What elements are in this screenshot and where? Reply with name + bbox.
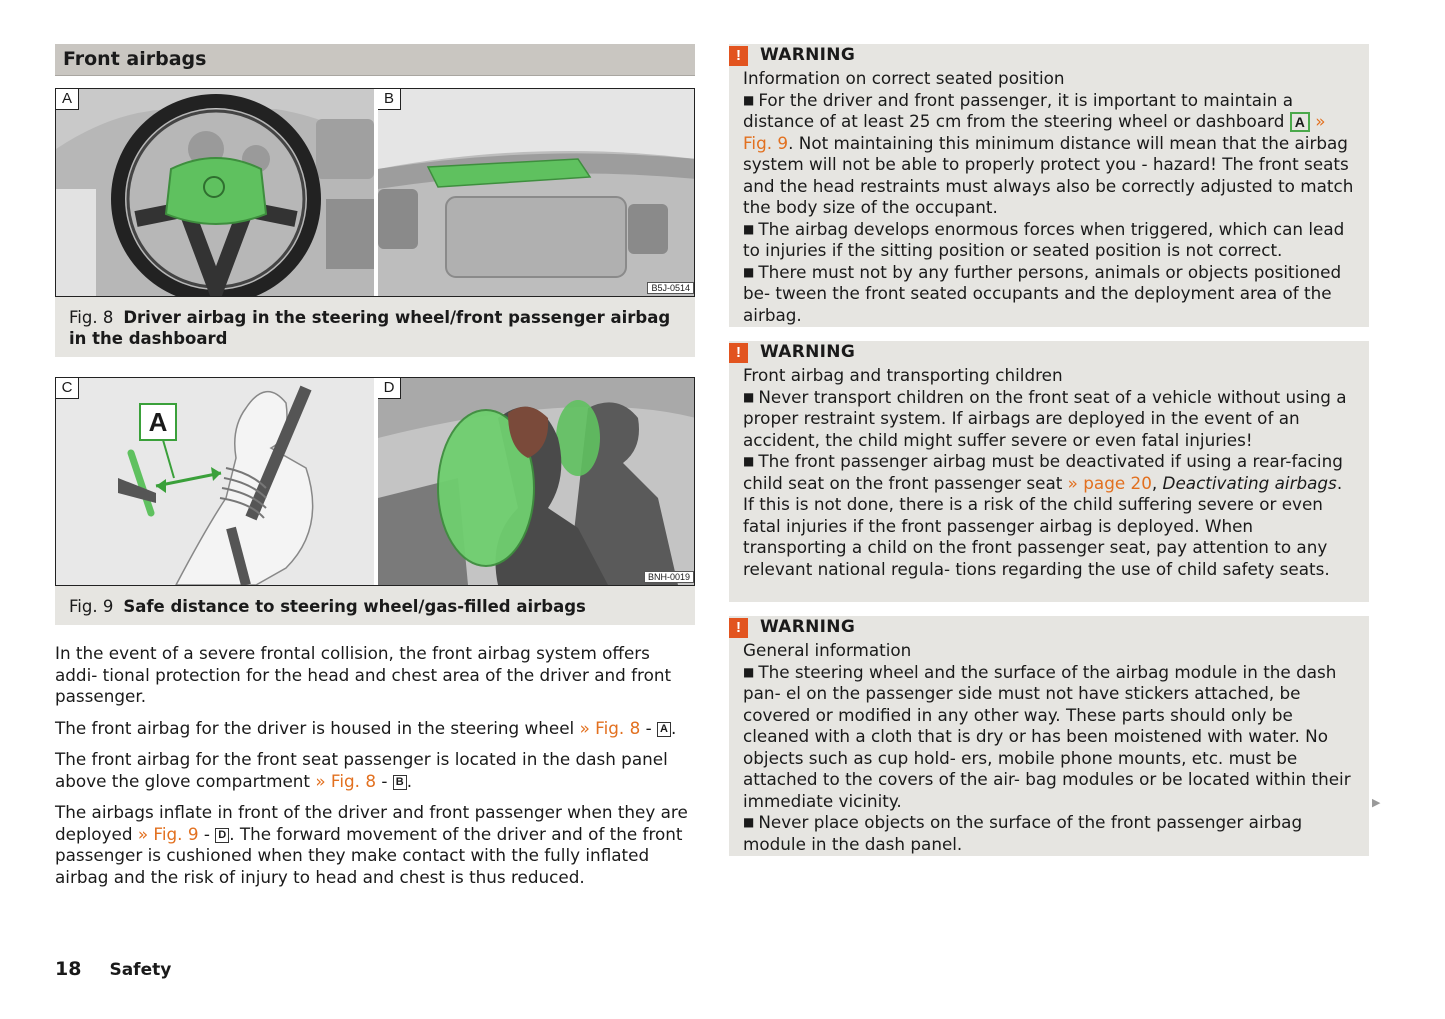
bullet-icon: ■ bbox=[743, 815, 755, 829]
figure-9-code: BNH-0019 bbox=[644, 571, 694, 583]
figure-8-code: B5J-0514 bbox=[647, 282, 694, 294]
warning-bullet: ■ The front passenger airbag must be deactivated if using a rear-facing child seat on the front passenger seat » page 20, Deactivating airbags. If this is not done, there is a risk of the child suffering severe or even fatal injuries if the front passenger airbag is deployed. When transporting a child on the front passenger seat, pay attention to any relevant national regula- tions regarding the use of child safety seats. bbox=[743, 451, 1343, 579]
warning-icon: ! bbox=[729, 343, 748, 363]
warning-bullet bbox=[743, 387, 1355, 452]
panel-label-a: A bbox=[56, 89, 79, 110]
fig8-link[interactable]: » Fig. 8 bbox=[315, 770, 377, 791]
warning-bullet bbox=[743, 812, 1355, 855]
body-text bbox=[55, 643, 695, 888]
figure-8-panel-a bbox=[56, 89, 374, 296]
passenger-airbag-illustration bbox=[378, 89, 695, 296]
chapter-name: Safety bbox=[109, 960, 172, 980]
warning-bullet-text: The front passenger airbag must be deactivated if using a rear-facing child seat on the front passenger seat bbox=[743, 451, 1343, 493]
warning-body bbox=[743, 365, 1355, 580]
figure-8-panel-b bbox=[378, 89, 695, 296]
ref-box-a: A bbox=[657, 722, 671, 737]
figure-9-caption bbox=[55, 586, 695, 625]
figure-8-label: Fig. 8 bbox=[69, 308, 114, 327]
warning-bullet-text-end: . Not maintaining this minimum distance will mean that the airbag system will not be able to properly protect you - hazard! The front seats and the head restraints must always also be correctly adjusted to match the body size of the occupant. bbox=[743, 132, 1354, 217]
body-paragraph-4-text-end: . The forward movement of the driver and of the front passenger is cushioned when they make contact with the fully inflated airbag and the risk of injury to head and chest is thus reduced. bbox=[55, 823, 683, 887]
figure-9-panel-c bbox=[56, 378, 374, 585]
body-paragraph-1: In the event of a severe frontal collision, the front airbag system offers addi- tional protection for the head and chest area of the driver and front passenger. bbox=[55, 643, 672, 706]
bullet-icon: ■ bbox=[743, 264, 755, 279]
bullet-icon: ■ bbox=[743, 92, 755, 107]
bullet-icon: ■ bbox=[743, 389, 755, 404]
body-paragraph-2-text: The front airbag for the driver is housed in the steering wheel bbox=[55, 717, 575, 738]
body-paragraph-4: The airbags inflate in front of the driver and front passenger when they are deployed » Fig. 9 - D . The forward movement of the driver and of the front passenger is cushioned when they make contact with the fully inflated airbag and the risk of injury to head and chest is thus reduced. bbox=[55, 802, 688, 887]
body-paragraph-3-text: The front airbag for the front seat passenger is located in the dash panel above the glove compartment bbox=[55, 749, 668, 791]
warning-bullet bbox=[743, 662, 1355, 813]
body-paragraph-4-text: The airbags inflate in front of the driver and front passenger when they are deployed bbox=[55, 802, 688, 844]
fig8-link[interactable]: » Fig. 8 bbox=[579, 717, 641, 738]
warning-body bbox=[743, 68, 1355, 326]
figure-9-caption-text: Safe distance to steering wheel/gas-filled airbags bbox=[123, 597, 586, 616]
figure-9-panel-d bbox=[378, 378, 695, 585]
left-column bbox=[55, 44, 695, 898]
warning-box-general-information bbox=[729, 616, 1369, 856]
warning-bullet-text: There must not by any further persons, animals or objects positioned be- tween the front seated occupants and the deployment area of the airbag. bbox=[743, 261, 1342, 325]
driver-airbag-illustration bbox=[56, 89, 374, 296]
ref-box-b: B bbox=[393, 775, 407, 790]
page-20-link[interactable]: » page 20 bbox=[1067, 472, 1152, 493]
warning-bullet-text: The airbag develops enormous forces when triggered, which can lead to injuries if the sitting position or seated position is not correct. bbox=[743, 218, 1345, 260]
page-number: 18 bbox=[55, 958, 82, 980]
warning-title: WARNING bbox=[760, 45, 856, 66]
warning-subtitle: General information bbox=[743, 640, 912, 660]
bullet-icon: ■ bbox=[743, 454, 755, 468]
warning-bullet-text: For the driver and front passenger, it is important to maintain a distance of at least 25 cm from the steering wheel or dashboard bbox=[743, 89, 1294, 131]
continue-arrow-icon: ▶ bbox=[1372, 796, 1381, 809]
safe-distance-illustration bbox=[56, 378, 374, 585]
warning-bullet bbox=[743, 262, 1355, 327]
warning-title: WARNING bbox=[760, 342, 856, 363]
warning-bullet bbox=[743, 219, 1355, 262]
warning-title: WARNING bbox=[760, 617, 856, 638]
fig9-link[interactable]: » Fig. 9 bbox=[743, 111, 1326, 153]
right-column bbox=[729, 44, 1369, 870]
warning-box-transporting-children bbox=[729, 341, 1369, 602]
warning-bullet-text: Never place objects on the surface of the front passenger airbag module in the dash panel. bbox=[743, 812, 1303, 854]
warning-icon: ! bbox=[729, 618, 748, 638]
ref-box-a: A bbox=[1290, 112, 1310, 132]
warning-header bbox=[729, 616, 1355, 640]
warning-icon: ! bbox=[729, 46, 748, 66]
warning-bullet-text: Never transport children on the front seat of a vehicle without using a proper restraint system. If airbags are deployed in the event of an accident, the child might suffer severe or even fatal injuries! bbox=[743, 386, 1347, 450]
fig9-link[interactable]: » Fig. 9 bbox=[137, 823, 199, 844]
body-paragraph-3: The front airbag for the front seat passenger is located in the dash panel above the glove compartment » Fig. 8 - B . bbox=[55, 749, 668, 791]
warning-subtitle: Front airbag and transporting children bbox=[743, 365, 1063, 385]
figure-9 bbox=[55, 377, 695, 586]
bullet-icon: ■ bbox=[743, 664, 755, 679]
warning-bullet-text: The steering wheel and the surface of the airbag module in the dash pan- el on the passenger side must not have stickers attached, be covered or modified in any other way. These parts should only be cleaned with a cloth that is dry or has been moistened with water. No objects such as cup hold- ers, mobile phone mounts, etc. must be attached to the covers of the air- bag modules or be located within their immediate vicinity. bbox=[743, 661, 1351, 811]
figure-9-label: Fig. 9 bbox=[69, 597, 114, 616]
warning-bullet-text-end: . If this is not done, there is a risk of the child suffering severe or even fatal injuries if the front passenger airbag is deployed. When transporting a child on the front passenger seat, pay attention to any relevant national regula- tions regarding the use of child safety seats. bbox=[743, 472, 1343, 579]
warning-subtitle: Information on correct seated position bbox=[743, 68, 1065, 88]
figure-8-caption bbox=[55, 297, 695, 357]
warning-bullet bbox=[743, 90, 1355, 219]
panel-label-d: D bbox=[378, 378, 401, 399]
panel-label-b: B bbox=[378, 89, 401, 110]
figure-8-caption-text: Driver airbag in the steering wheel/front passenger airbag in the dashboard bbox=[69, 308, 671, 348]
distance-marker-label: A bbox=[148, 407, 168, 437]
deactivating-airbags-ref: Deactivating airbags bbox=[1162, 472, 1337, 493]
inflated-airbags-illustration bbox=[378, 378, 695, 585]
warning-header bbox=[729, 341, 1355, 365]
figure-8 bbox=[55, 88, 695, 297]
body-paragraph-2: The front airbag for the driver is housed in the steering wheel » Fig. 8 - A . bbox=[55, 717, 677, 738]
section-title: Front airbags bbox=[55, 44, 695, 76]
warning-body bbox=[743, 640, 1355, 855]
ref-box-d: D bbox=[215, 828, 229, 843]
bullet-icon: ■ bbox=[743, 221, 755, 236]
warning-box-seated-position bbox=[729, 44, 1369, 327]
panel-label-c: C bbox=[56, 378, 79, 399]
page-footer bbox=[55, 958, 171, 980]
warning-header bbox=[729, 44, 1355, 68]
